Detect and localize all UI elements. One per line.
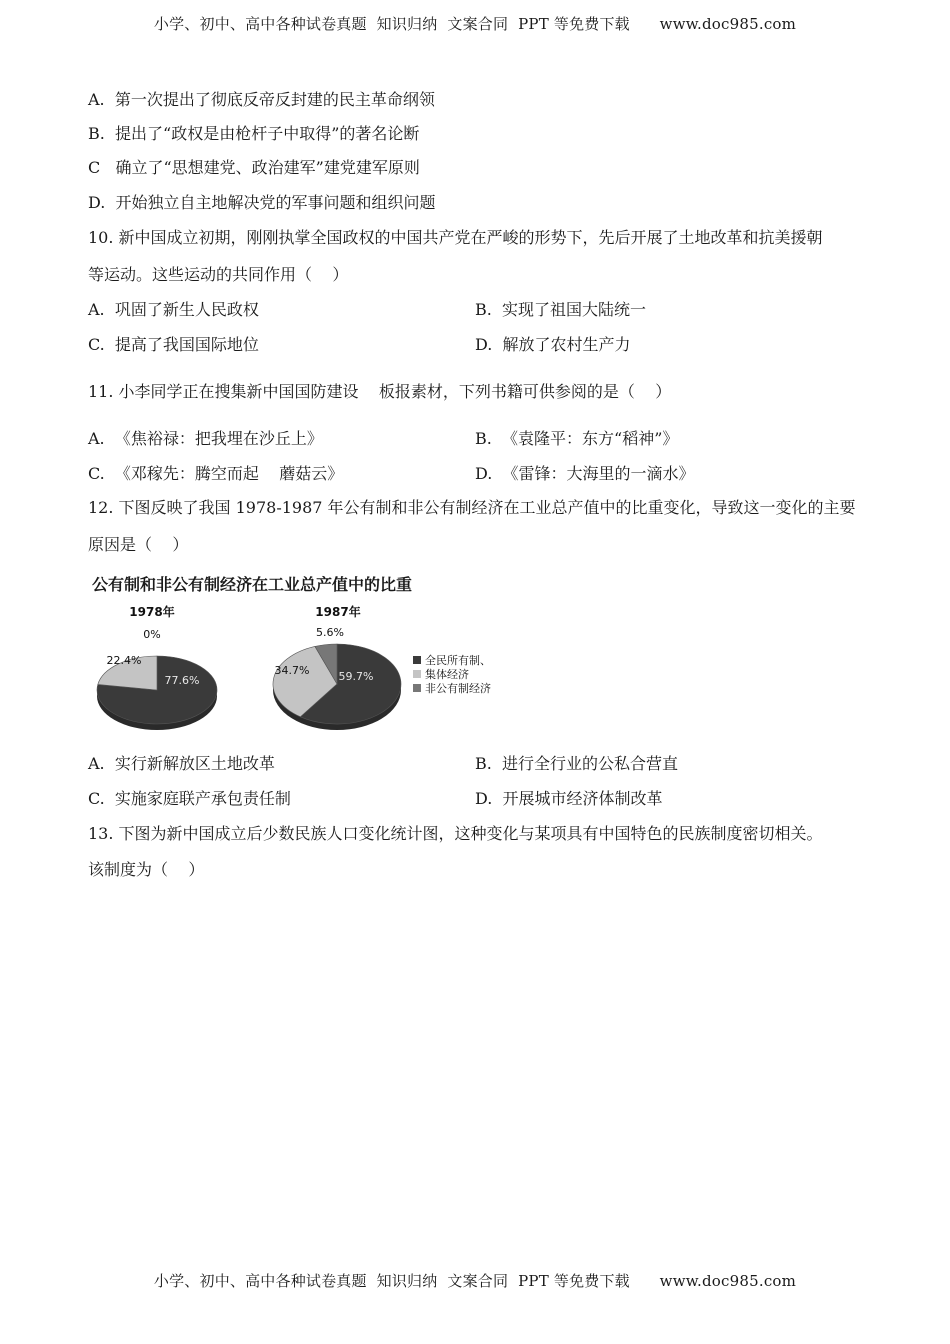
q12-option-c: C. 实施家庭联产承包责任制 <box>88 789 291 808</box>
page-footer: 小学、初中、高中各种试卷真题 知识归纳 文案合同 PPT 等免费下载 www.doc985.com <box>153 1272 797 1290</box>
q9-option-d: D. 开始独立自主地解决党的军事问题和组织问题 <box>88 193 436 212</box>
pie-value-label-1-1: 34.7% <box>274 664 310 677</box>
pie-chart-svg <box>92 572 512 732</box>
q13-stem-line2: 该制度为（ ） <box>88 860 205 879</box>
q11-option-b: B. 《袁隆平：东方“稻神”》 <box>475 429 679 448</box>
q11-stem: 11. 小李同学正在搜集新中国国防建设 板报素材，下列书籍可供参阅的是（ ） <box>88 382 672 401</box>
q9-option-c: C 确立了“思想建党、政治建军”建党建军原则 <box>88 158 420 177</box>
q11-option-c: C. 《邓稼先：腾空而起 蘑菇云》 <box>88 464 344 483</box>
legend-swatch-0 <box>413 656 421 664</box>
q10-option-b: B. 实现了祖国大陆统一 <box>475 300 647 319</box>
q12-option-b: B. 进行全行业的公私合营直 <box>475 754 679 773</box>
q11-option-a: A. 《焦裕禄：把我埋在沙丘上》 <box>88 429 323 448</box>
q10-option-a: A. 巩固了新生人民政权 <box>88 300 259 319</box>
q10-option-c: C. 提高了我国国际地位 <box>88 335 259 354</box>
q9-option-b: B. 提出了“政权是由枪杆子中取得”的著名论断 <box>88 124 420 143</box>
q12-stem-line1: 12. 下图反映了我国 1978-1987 年公有制和非公有制经济在工业总产值中的比重变化，导致这一变化的主要 <box>88 498 856 517</box>
q11-option-d: D. 《雷锋：大海里的一滴水》 <box>475 464 695 483</box>
pie-value-label-0-0: 77.6% <box>164 674 200 687</box>
q13-stem-line1: 13. 下图为新中国成立后少数民族人口变化统计图，这种变化与某项具有中国特色的民族制度密切相关。 <box>88 824 823 843</box>
legend-label-2: 非公有制经济 <box>425 682 491 695</box>
q12-option-d: D. 开展城市经济体制改革 <box>475 789 663 808</box>
q9-option-a: A. 第一次提出了彻底反帝反封建的民主革命纲领 <box>88 90 435 109</box>
ownership-pie-figure <box>92 572 512 732</box>
legend-label-1: 集体经济 <box>425 668 469 681</box>
legend-swatch-1 <box>413 670 421 678</box>
page-header: 小学、初中、高中各种试卷真题 知识归纳 文案合同 PPT 等免费下载 www.doc985.com <box>153 15 797 33</box>
pie-year-label-0: 1978年 <box>129 605 175 619</box>
q10-stem-line1: 10. 新中国成立初期，刚刚执掌全国政权的中国共产党在严峻的形势下，先后开展了土地改革和抗美援朝 <box>88 228 823 247</box>
legend-label-0: 全民所有制、 <box>425 654 491 667</box>
legend-swatch-2 <box>413 684 421 692</box>
chart-title: 公有制和非公有制经济在工业总产值中的比重 <box>92 575 413 594</box>
pie-year-label-1: 1987年 <box>315 605 361 619</box>
q10-option-d: D. 解放了农村生产力 <box>475 335 631 354</box>
q10-stem-line2: 等运动。这些运动的共同作用（ ） <box>88 265 349 284</box>
pie-value-label-1-2: 5.6% <box>316 626 344 639</box>
pie-value-label-1-0: 59.7% <box>338 670 374 683</box>
q12-option-a: A. 实行新解放区土地改革 <box>88 754 275 773</box>
q12-stem-line2: 原因是（ ） <box>88 535 189 554</box>
pie-value-label-0-1: 22.4% <box>106 654 142 667</box>
pie-value-label-0-2: 0% <box>143 628 161 641</box>
